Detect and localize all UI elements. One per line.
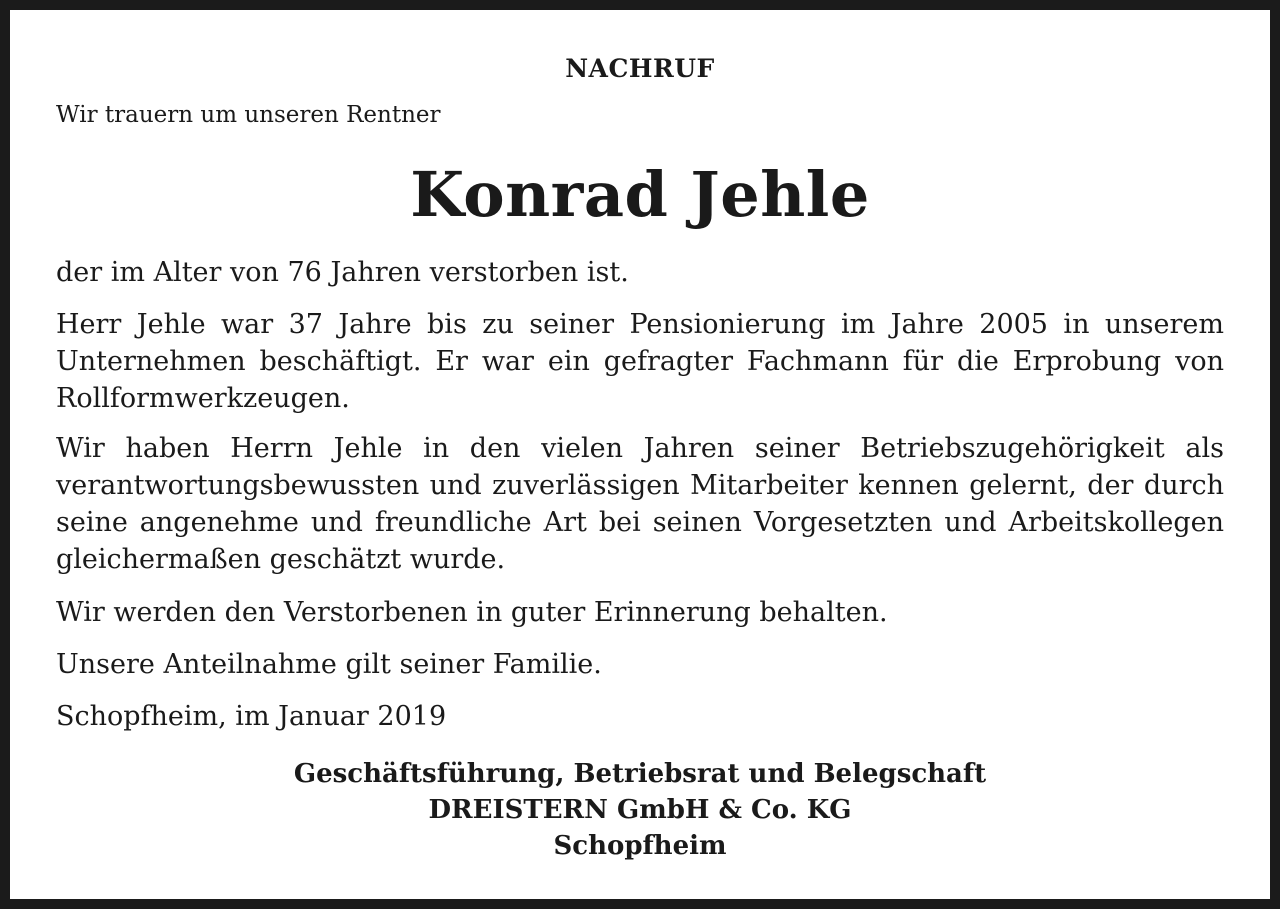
obituary-notice xyxy=(10,10,1270,899)
deceased-name: Konrad Jehle xyxy=(410,158,870,231)
signature-line-city: Schopfheim xyxy=(553,831,727,861)
signature-block xyxy=(10,756,1270,864)
intro-line: Wir trauern um unseren Rentner xyxy=(56,102,441,128)
place-date: Schopfheim, im Januar 2019 xyxy=(56,701,447,732)
paragraph-condolence: Unsere Anteilnahme gilt seiner Familie. xyxy=(56,649,602,680)
signature-line-company: DREISTERN GmbH & Co. KG xyxy=(428,795,852,825)
paragraph-career: Herr Jehle war 37 Jahre bis zu seiner Pensionierung im Jahre 2005 in unserem Unternehmen beschäftigt. Er war ein gefragter Fachmann für die Erprobung von Rollformwerkzeugen. xyxy=(56,309,1224,414)
paragraph-memory: Wir werden den Verstorbenen in guter Erinnerung behalten. xyxy=(56,597,888,628)
notice-heading: NACHRUF xyxy=(565,54,715,83)
paragraph-age: der im Alter von 76 Jahren verstorben ist. xyxy=(56,257,629,288)
signature-line-departments: Geschäftsführung, Betriebsrat und Belegschaft xyxy=(293,759,987,789)
paragraph-character: Wir haben Herrn Jehle in den vielen Jahren seiner Betriebszugehörigkeit als verantwortungsbewussten und zuverlässigen Mitarbeiter kennen gelernt, der durch seine angenehme und freundliche Art bei seinen Vorgesetzten und Arbeitskollegen gleichermaßen geschätzt wurde. xyxy=(56,433,1224,575)
